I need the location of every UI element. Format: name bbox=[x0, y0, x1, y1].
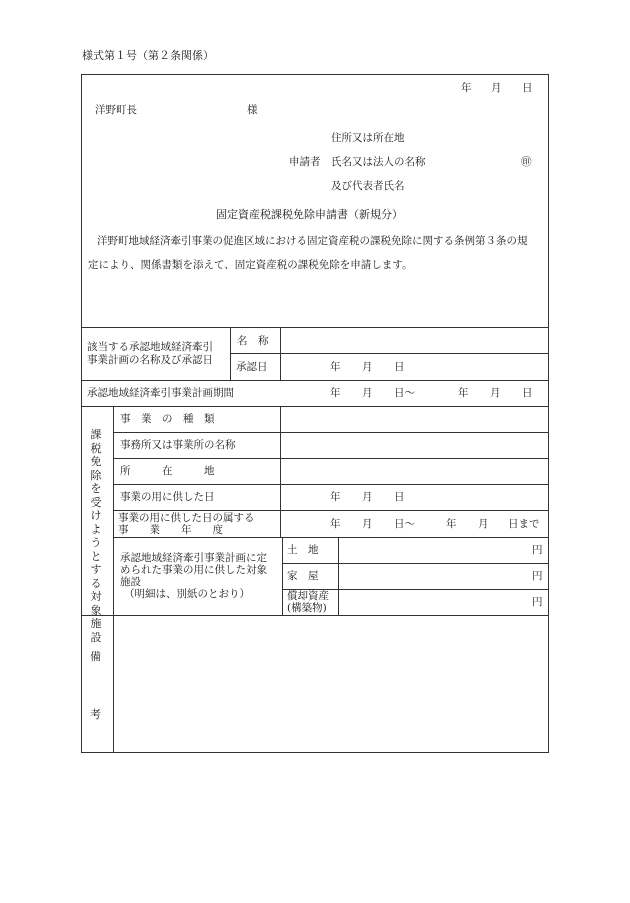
fy-year-2: 年 bbox=[446, 518, 457, 530]
fy-month-2: 月 bbox=[478, 518, 489, 530]
applicant-role-label: 申請者 bbox=[289, 156, 321, 168]
period-day-from: 日～ bbox=[394, 387, 415, 399]
date-day: 日 bbox=[522, 82, 533, 94]
building-yen: 円 bbox=[532, 570, 543, 582]
use-date-day: 日 bbox=[394, 491, 405, 503]
plan-name-label: 名 称 bbox=[237, 335, 269, 347]
period-label: 承認地域経済牽引事業計画期間 bbox=[87, 387, 234, 399]
applicant-rep-label: 及び代表者氏名 bbox=[331, 180, 405, 192]
remarks-char-1: 備 bbox=[90, 650, 101, 663]
seal-mark: ㊞ bbox=[521, 156, 532, 168]
period-month: 月 bbox=[362, 387, 373, 399]
form-number: 様式第１号（第２条関係） bbox=[82, 49, 214, 62]
period-year-2: 年 bbox=[458, 387, 469, 399]
period-month-2: 月 bbox=[490, 387, 501, 399]
body-line-2: 定により、関係書類を添えて、固定資産税の課税免除を申請します。 bbox=[88, 259, 413, 271]
assets-label-line-2: められた事業の用に供した対象 bbox=[120, 564, 267, 576]
fy-day-from: 日～ bbox=[394, 518, 415, 530]
period-day-2: 日 bbox=[522, 387, 533, 399]
body-line-1: 洋野町地域経済牽引事業の促進区域における固定資産税の課税免除に関する条例第３条の規 bbox=[97, 235, 528, 247]
location-label: 所 在 地 bbox=[120, 465, 215, 477]
land-label: 土 地 bbox=[287, 544, 319, 556]
fiscal-label-line-2: 事 業 年 度 bbox=[118, 524, 223, 536]
assets-label-line-4: （明細は、別紙のとおり） bbox=[124, 588, 250, 600]
plan-label-line-1: 該当する承認地域経済牽引 bbox=[87, 341, 213, 353]
addressee-honorific: 様 bbox=[247, 104, 258, 116]
fiscal-label-line-1: 事業の用に供した日の属する bbox=[118, 512, 255, 524]
fy-day-2: 日まで bbox=[508, 518, 540, 530]
plan-approval-month: 月 bbox=[362, 361, 373, 373]
target-vertical-label: 課税免除を受けようとする対象施設 bbox=[90, 428, 102, 644]
use-date-month: 月 bbox=[362, 491, 373, 503]
depreciable-label-line-2: (構築物) bbox=[287, 602, 327, 614]
use-date-label: 事業の用に供した日 bbox=[120, 491, 215, 503]
plan-label-line-2: 事業計画の名称及び承認日 bbox=[87, 354, 213, 366]
date-month: 月 bbox=[491, 82, 502, 94]
building-label: 家 屋 bbox=[287, 570, 319, 582]
form-title: 固定資産税課税免除申請書（新規分） bbox=[216, 208, 403, 221]
remarks-char-2: 考 bbox=[90, 708, 101, 721]
assets-label-line-3: 施設 bbox=[120, 576, 141, 588]
addressee-name: 洋野町長 bbox=[95, 104, 137, 116]
plan-approval-label: 承認日 bbox=[236, 361, 268, 373]
applicant-name-label: 氏名又は法人の名称 bbox=[331, 156, 426, 168]
assets-label-line-1: 承認地域経済牽引事業計画に定 bbox=[120, 552, 267, 564]
use-date-year: 年 bbox=[330, 491, 341, 503]
period-year: 年 bbox=[330, 387, 341, 399]
land-yen: 円 bbox=[532, 544, 543, 556]
fy-year: 年 bbox=[330, 518, 341, 530]
plan-approval-day: 日 bbox=[394, 361, 405, 373]
fy-month: 月 bbox=[362, 518, 373, 530]
plan-approval-year: 年 bbox=[330, 361, 341, 373]
depreciable-label-line-1: 償却資産 bbox=[287, 590, 329, 602]
biz-type-label: 事 業 の 種 類 bbox=[120, 413, 215, 425]
office-name-label: 事務所又は事業所の名称 bbox=[120, 439, 236, 451]
date-year: 年 bbox=[461, 82, 472, 94]
depreciable-yen: 円 bbox=[532, 596, 543, 608]
applicant-address-label: 住所又は所在地 bbox=[331, 132, 405, 144]
